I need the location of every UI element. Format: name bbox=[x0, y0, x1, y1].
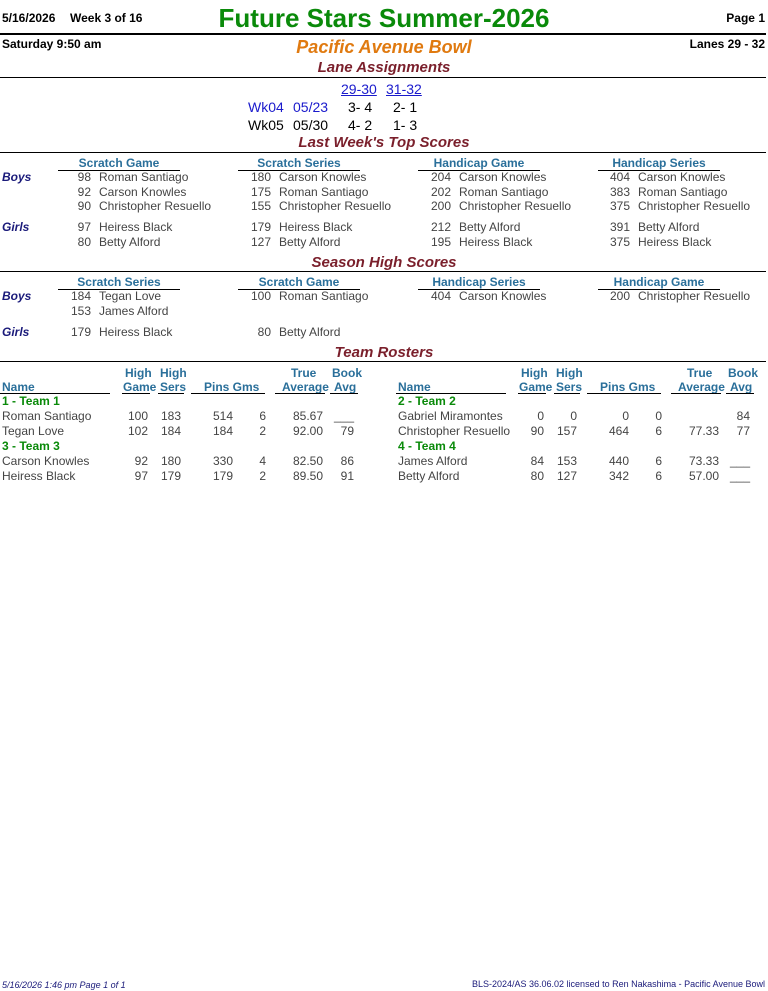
bowler-name: Heiress Black bbox=[638, 235, 712, 249]
score-value: 97 bbox=[77, 220, 91, 234]
header-underline bbox=[191, 393, 265, 394]
bowler-name: Betty Alford bbox=[459, 220, 521, 234]
header-underline bbox=[158, 393, 184, 394]
col-header: Handicap Game bbox=[418, 156, 540, 171]
footer-timestamp: 5/16/2026 1:46 pm Page 1 of 1 bbox=[2, 980, 126, 990]
bowler-name: Christopher Resuello bbox=[99, 199, 212, 213]
score-value: 200 bbox=[430, 199, 451, 213]
high-series: 183 bbox=[160, 409, 181, 423]
col-header-name: Name bbox=[398, 380, 431, 394]
bowler-name: Carson Knowles bbox=[279, 170, 367, 184]
season-high-title: Season High Scores bbox=[311, 254, 457, 271]
games: 2 bbox=[259, 469, 266, 483]
col-header: Scratch Game bbox=[238, 275, 360, 290]
page-number: Page 1 bbox=[726, 11, 765, 25]
col-header: Scratch Series bbox=[58, 275, 180, 290]
col-header: Scratch Game bbox=[58, 156, 180, 171]
col-header-high: High bbox=[125, 366, 152, 380]
score-value: 184 bbox=[70, 289, 91, 303]
lane-matchup: 4- 2 bbox=[348, 117, 373, 133]
bowler-name: Betty Alford bbox=[279, 325, 341, 339]
pins: 440 bbox=[608, 454, 629, 468]
col-header-high: High bbox=[556, 366, 583, 380]
section-rule bbox=[0, 271, 766, 272]
col-header-book: Book bbox=[728, 366, 758, 380]
bowler-name: Roman Santiago bbox=[459, 184, 549, 199]
score-value: 375 bbox=[609, 199, 630, 213]
lane-date: 05/30 bbox=[293, 117, 329, 133]
col-header-average: Average bbox=[678, 380, 725, 394]
score-value: 80 bbox=[257, 325, 271, 339]
col-header: Handicap Series bbox=[598, 156, 720, 171]
book-average: 84 bbox=[736, 409, 750, 423]
bowler-name: Betty Alford bbox=[99, 235, 161, 249]
league-title: Future Stars Summer-2026 bbox=[218, 3, 550, 33]
col-header-name: Name bbox=[2, 380, 35, 394]
header-underline bbox=[726, 393, 754, 394]
true-average: 77.33 bbox=[688, 424, 719, 438]
team-name: 2 - Team 2 bbox=[398, 394, 456, 408]
score-value: 180 bbox=[250, 170, 271, 184]
col-header-game: Game bbox=[519, 380, 553, 394]
games: 6 bbox=[259, 409, 266, 423]
col-header-sers: Sers bbox=[556, 380, 583, 394]
high-series: 180 bbox=[160, 454, 181, 468]
bowler-name: Carson Knowles bbox=[99, 184, 187, 199]
high-series: 0 bbox=[570, 409, 577, 423]
col-header-true: True bbox=[687, 366, 713, 380]
games: 0 bbox=[655, 409, 662, 423]
true-average: 92.00 bbox=[292, 424, 323, 438]
bowler-name: Carson Knowles bbox=[459, 170, 547, 184]
score-value: 98 bbox=[77, 170, 91, 184]
section-rule bbox=[0, 152, 766, 153]
lane-matchup: 3- 4 bbox=[348, 99, 373, 115]
boys-label: Boys bbox=[2, 289, 32, 303]
score-value: 204 bbox=[430, 170, 451, 184]
bowler-name: Betty Alford bbox=[279, 235, 341, 249]
book-average: 79 bbox=[340, 424, 354, 438]
section-rule bbox=[0, 361, 766, 362]
boys-label: Boys bbox=[2, 170, 32, 184]
games: 4 bbox=[259, 454, 266, 468]
book-average: 91 bbox=[340, 469, 354, 483]
team-name: 3 - Team 3 bbox=[2, 439, 60, 453]
col-header: Handicap Series bbox=[418, 275, 540, 290]
score-value: 179 bbox=[70, 325, 91, 339]
header-underline bbox=[587, 393, 661, 394]
bowler-name: Christopher Resuello bbox=[638, 289, 751, 303]
player-name: Heiress Black bbox=[2, 469, 76, 483]
col-header-high: High bbox=[160, 366, 187, 380]
score-value: 155 bbox=[250, 199, 271, 213]
last-week-title: Last Week's Top Scores bbox=[298, 134, 470, 151]
high-game: 100 bbox=[127, 409, 148, 423]
pins: 342 bbox=[608, 469, 629, 483]
score-value: 391 bbox=[609, 220, 630, 234]
lane-week: Wk04 bbox=[248, 99, 284, 115]
player-name: Tegan Love bbox=[2, 424, 65, 438]
col-header-pins-gms: Pins Gms bbox=[600, 380, 656, 394]
true-average: 57.00 bbox=[688, 469, 719, 483]
col-header: Handicap Game bbox=[598, 275, 720, 290]
col-header-book: Book bbox=[332, 366, 362, 380]
score-value: 195 bbox=[430, 235, 451, 249]
high-series: 179 bbox=[160, 469, 181, 483]
high-series: 153 bbox=[556, 454, 577, 468]
score-value: 90 bbox=[77, 199, 91, 213]
lane-matchup: 2- 1 bbox=[393, 99, 418, 115]
bowler-name: Christopher Resuello bbox=[459, 199, 572, 213]
col-header: Scratch Series bbox=[238, 156, 360, 171]
score-value: 404 bbox=[609, 170, 630, 184]
lane-date: 05/23 bbox=[293, 99, 329, 115]
games: 6 bbox=[655, 454, 662, 468]
games: 2 bbox=[259, 424, 266, 438]
score-value: 383 bbox=[609, 184, 630, 199]
girls-label: Girls bbox=[2, 220, 30, 234]
bowler-name: James Alford bbox=[99, 304, 169, 318]
score-value: 202 bbox=[430, 184, 451, 199]
pins: 0 bbox=[622, 409, 629, 423]
player-name: Gabriel Miramontes bbox=[398, 409, 503, 423]
col-header-high: High bbox=[521, 366, 548, 380]
col-header-game: Game bbox=[123, 380, 157, 394]
lane-assignments-title: Lane Assignments bbox=[317, 59, 451, 76]
team-name: 1 - Team 1 bbox=[2, 394, 60, 408]
bowler-name: Tegan Love bbox=[99, 289, 162, 303]
player-name: Roman Santiago bbox=[2, 409, 92, 423]
pins: 330 bbox=[212, 454, 233, 468]
high-series: 157 bbox=[556, 424, 577, 438]
bowler-name: Roman Santiago bbox=[279, 289, 369, 303]
footer-license: BLS-2024/AS 36.06.02 licensed to Ren Nakashima - Pacific Avenue Bowl bbox=[471, 979, 765, 989]
section-rule bbox=[0, 77, 766, 78]
high-series: 127 bbox=[556, 469, 577, 483]
bowler-name: Roman Santiago bbox=[279, 184, 369, 199]
col-header-pins-gms: Pins Gms bbox=[204, 380, 260, 394]
score-value: 375 bbox=[609, 235, 630, 249]
bowler-name: Heiress Black bbox=[459, 235, 533, 249]
high-game: 97 bbox=[134, 469, 148, 483]
book-average: ___ bbox=[729, 454, 750, 468]
pins: 514 bbox=[212, 409, 233, 423]
week-label: Week 3 of 16 bbox=[70, 11, 143, 25]
bowler-name: Betty Alford bbox=[638, 220, 700, 234]
player-name: James Alford bbox=[398, 454, 468, 468]
high-game: 102 bbox=[127, 424, 148, 438]
high-game: 92 bbox=[134, 454, 148, 468]
col-header-average: Average bbox=[282, 380, 329, 394]
true-average: 85.67 bbox=[292, 409, 323, 423]
header-underline bbox=[122, 393, 150, 394]
games: 6 bbox=[655, 469, 662, 483]
day-time: Saturday 9:50 am bbox=[2, 37, 102, 51]
header-underline bbox=[518, 393, 546, 394]
center-name: Pacific Avenue Bowl bbox=[296, 37, 472, 57]
header-underline bbox=[671, 393, 721, 394]
girls-label: Girls bbox=[2, 325, 30, 339]
high-game: 84 bbox=[530, 454, 544, 468]
pins: 179 bbox=[212, 469, 233, 483]
player-name: Betty Alford bbox=[398, 469, 460, 483]
header-rule bbox=[0, 33, 766, 35]
high-game: 0 bbox=[537, 409, 544, 423]
true-average: 82.50 bbox=[292, 454, 323, 468]
score-value: 179 bbox=[250, 220, 271, 234]
header-underline bbox=[330, 393, 358, 394]
col-header-sers: Sers bbox=[160, 380, 187, 394]
true-average: 73.33 bbox=[688, 454, 719, 468]
team-name: 4 - Team 4 bbox=[398, 439, 456, 453]
player-name: Carson Knowles bbox=[2, 454, 90, 468]
bowler-name: Heiress Black bbox=[99, 325, 173, 339]
report-date: 5/16/2026 bbox=[2, 11, 56, 25]
bowler-name: Carson Knowles bbox=[638, 170, 726, 184]
lane-matchup: 1- 3 bbox=[393, 117, 418, 133]
bowler-name: Roman Santiago bbox=[99, 170, 189, 184]
high-series: 184 bbox=[160, 424, 181, 438]
col-header-true: True bbox=[291, 366, 317, 380]
col-header-avg: Avg bbox=[334, 380, 357, 394]
score-value: 80 bbox=[77, 235, 91, 249]
games: 6 bbox=[655, 424, 662, 438]
lane-pair-header: 31-32 bbox=[386, 81, 422, 97]
bowler-name: Roman Santiago bbox=[638, 184, 728, 199]
score-value: 175 bbox=[250, 184, 271, 199]
bowler-name: Christopher Resuello bbox=[279, 199, 392, 213]
lane-pair-header: 29-30 bbox=[341, 81, 377, 97]
pins: 184 bbox=[212, 424, 233, 438]
score-value: 100 bbox=[250, 289, 271, 303]
book-average: 77 bbox=[736, 424, 750, 438]
lane-week: Wk05 bbox=[248, 117, 284, 133]
team-rosters-title: Team Rosters bbox=[334, 344, 434, 361]
score-value: 153 bbox=[70, 304, 91, 318]
score-value: 127 bbox=[250, 235, 271, 249]
bowler-name: Heiress Black bbox=[279, 220, 353, 234]
header-underline bbox=[275, 393, 325, 394]
score-value: 200 bbox=[609, 289, 630, 303]
player-name: Christopher Resuello bbox=[398, 424, 511, 438]
col-header-avg: Avg bbox=[730, 380, 753, 394]
score-value: 404 bbox=[430, 289, 451, 303]
score-value: 212 bbox=[430, 220, 451, 234]
pins: 464 bbox=[608, 424, 629, 438]
true-average: 89.50 bbox=[292, 469, 323, 483]
book-average: ___ bbox=[729, 469, 750, 483]
book-average: ___ bbox=[333, 409, 354, 423]
bowler-name: Christopher Resuello bbox=[638, 199, 751, 213]
bowler-name: Heiress Black bbox=[99, 220, 173, 234]
book-average: 86 bbox=[340, 454, 354, 468]
score-value: 92 bbox=[77, 184, 91, 199]
high-game: 90 bbox=[530, 424, 544, 438]
bowler-name: Carson Knowles bbox=[459, 289, 547, 303]
high-game: 80 bbox=[530, 469, 544, 483]
lanes-range: Lanes 29 - 32 bbox=[689, 37, 765, 51]
header-underline bbox=[554, 393, 580, 394]
